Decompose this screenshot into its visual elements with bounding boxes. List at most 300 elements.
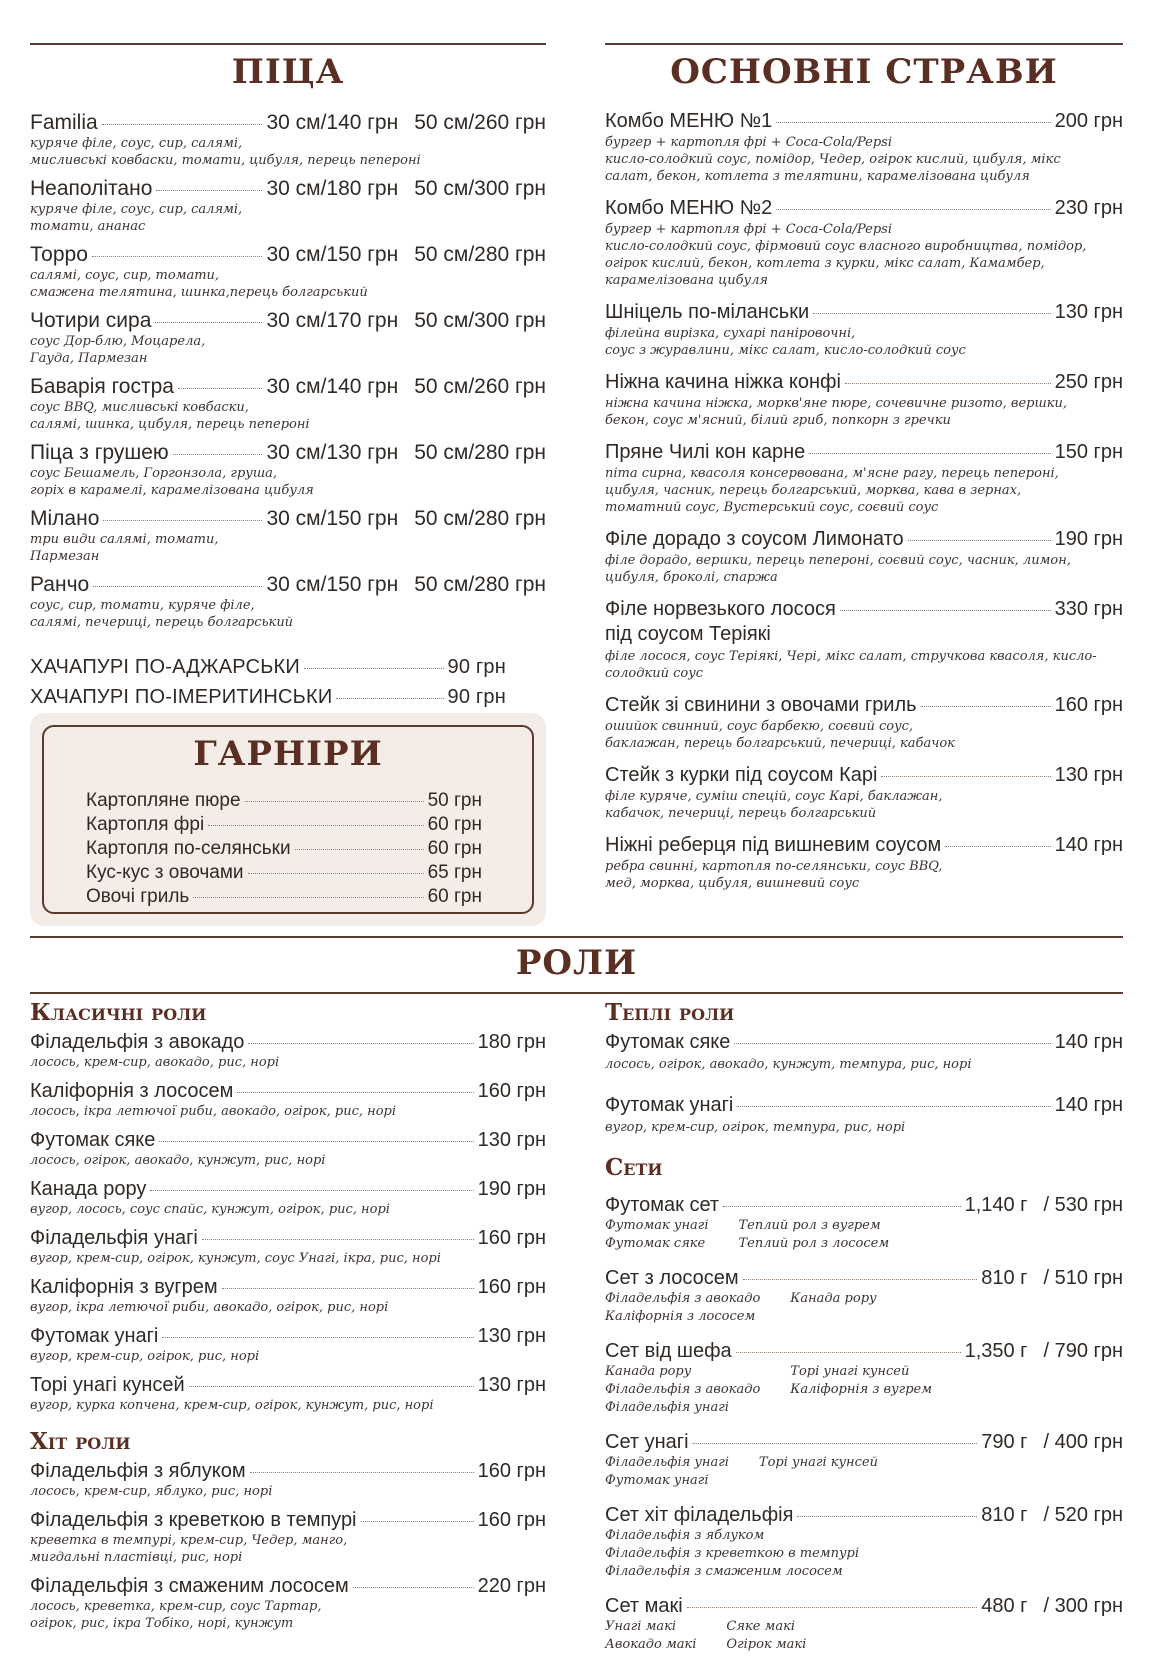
pizza-title: ПІЦА [231,52,345,92]
item-name: Філе норвезького лосося [605,598,836,620]
item-name: Канада рору [30,1178,147,1200]
item-price: 810 г [981,1267,1028,1289]
desc-line: кабачок, печериці, перець болгарський [605,806,877,821]
classic-rolls-title: Класичні роли [30,999,207,1026]
dot-leader [295,849,424,850]
main-item-row [605,440,1123,464]
garnish-frame [42,725,534,914]
dot-leader [797,1516,977,1517]
classic-roll-row [30,1226,546,1250]
desc-line: ребра свинні, картопля по-селянськи, соус BBQ, [605,859,943,874]
main-item-desc [605,465,1123,516]
desc-line: салямі, соус, сир, томати, [30,268,220,283]
item-price: 140 грн [1054,1031,1123,1053]
item-price: 160 грн [477,1509,546,1531]
desc-line: горіх в карамелі, карамелізована цибуля [30,483,314,498]
item-name: Футомак сяке [30,1129,156,1151]
item-name: Овочі гриль [86,886,190,907]
classic-roll-item [30,1226,546,1267]
classic-roll-row [30,1177,546,1201]
item-name: Мілано [30,507,100,530]
set-item-row [605,1503,1123,1527]
classic-roll-row [30,1079,546,1103]
dot-leader [945,846,1050,847]
dot-leader [304,668,444,669]
desc-line: філейна вирізка, сухарі паніровочні, [605,326,856,341]
item-price: 65 грн [427,862,482,883]
desc-line: креветка в темпурі, крем-сир, Чедер, манго, [30,1533,348,1548]
desc-line: ніжна качина ніжка, моркв'яне пюре, сочевичне ризото, вершки, [605,396,1068,411]
set-rolls-list [605,1217,889,1253]
pizza-item-row [30,111,546,135]
item-name: Комбо МЕНЮ №1 [605,110,773,132]
set-roll-name: Торі унагі кунсей [790,1364,910,1379]
pizza-item [30,375,546,433]
desc-line: салямі, шинка, цибуля, перець пепероні [30,417,310,432]
pizza-item-desc [30,399,546,433]
main-item-desc [605,325,1123,359]
desc-line: мед, морква, цибуля, вишневий соус [605,876,860,891]
item-name: Неаполітано [30,177,153,200]
hit-roll-row [30,1459,546,1483]
hit-roll-desc [30,1483,546,1500]
main-item-row [605,833,1123,857]
item-price: 160 грн [1054,694,1123,716]
set-item-row [605,1339,1123,1363]
set-rolls-list [605,1527,889,1581]
desc-line: соус Дор-блю, Моцарела, [30,334,206,349]
classic-roll-item [30,1079,546,1120]
rolls-right-column [605,1001,1123,1667]
dot-leader [202,1239,474,1240]
pizza-item-row [30,243,546,267]
classic-roll-row [30,1030,546,1054]
garnish-box [30,713,546,926]
garnish-item [86,789,482,813]
item-name: Футомак унагі [30,1325,159,1347]
item-price: 50 см/260 грн [414,375,546,398]
item-name: Футомак сет [605,1194,720,1216]
pizza-item-row [30,375,546,399]
set-roll-name: Філадельфія унагі [605,1455,729,1470]
set-roll-name: Філадельфія з авокадо [605,1291,761,1306]
warm-roll-item [605,1030,1123,1073]
set-roll-name: Сяке макі [726,1619,795,1634]
item-price: 790 г [981,1431,1028,1453]
dot-leader [93,586,262,587]
set-roll-name: Філадельфія з креветкою в темпурі [605,1546,859,1561]
item-price: 50 грн [427,790,482,811]
pizza-item-desc [30,135,546,169]
dot-leader [178,388,262,389]
classic-roll-desc: вугор, лосось, соус спайс, кунжут, огірок, рис, норі [30,1202,390,1217]
main-item [605,440,1123,516]
item-price: 810 г [981,1504,1028,1526]
set-item-row [605,1430,1123,1454]
hit-roll-item [30,1459,546,1500]
classic-roll-row [30,1373,546,1397]
main-item [605,109,1123,185]
item-name: Шніцель по-міланськи [605,301,810,323]
item-price: 160 грн [477,1460,546,1482]
dot-leader [687,1607,978,1608]
item-name: Сет макі [605,1595,683,1617]
pizza-item [30,243,546,301]
pizza-top-rule [30,43,546,45]
set-roll-name: Філадельфія унагі [605,1400,729,1415]
dot-leader [208,825,423,826]
item-name: Філадельфія з яблуком [30,1460,246,1482]
pizza-item-row [30,177,546,201]
item-name: Торі унагі кунсей [30,1374,185,1396]
set-roll-name: Футомак унагі [605,1473,709,1488]
main-item [605,370,1123,429]
item-price: 1,140 г [964,1194,1028,1216]
desc-line: піта сирна, квасоля консервована, м'ясне рагу, перець пепероні, [605,466,1059,481]
pizza-section [30,43,546,745]
dot-leader [361,1521,474,1522]
set-item [605,1266,1123,1326]
set-rolls-list [605,1454,878,1490]
main-item-desc [605,718,1123,752]
hit-roll-item [30,1574,546,1632]
pizza-item [30,507,546,565]
item-name: Каліфорнія з лососем [30,1080,234,1102]
desc-line: томатний соус, Вустерський соус, соєвий соус [605,500,939,515]
desc-line: карамелізована цибуля [605,273,768,288]
desc-line: солодкий соус [605,666,704,681]
item-name: Філадельфія з креветкою в темпурі [30,1509,357,1531]
item-price: 50 см/280 грн [414,573,546,596]
item-price: 1,350 г [964,1340,1028,1362]
desc-line: цибуля, броколі, спаржа [605,570,778,585]
classic-roll-desc: лосось, крем-сир, авокадо, рис, норі [30,1055,280,1070]
item-price: 130 грн [1054,301,1123,323]
set-roll-name [759,1472,878,1490]
main-item-desc [605,858,1123,892]
warm-roll-desc: вугор, крем-сир, огірок, темпура, рис, норі [605,1120,906,1135]
desc-line: лосось, креветка, крем-сир, соус Тартар, [30,1599,322,1614]
desc-line: томати, ананас [30,219,146,234]
set-item [605,1430,1123,1490]
pizza-item-desc [30,597,546,631]
item-price: 190 грн [477,1178,546,1200]
dot-leader [734,1043,1050,1044]
item-name: ХАЧАПУРІ ПО-ІМЕРИТИНСЬКИ [30,686,333,708]
desc-line: соус BBQ, мисливські ковбаски, [30,400,249,415]
item-price: 60 грн [427,886,482,907]
warm-roll-desc: лосось, огірок, авокадо, кунжут, темпура, рис, норі [605,1057,972,1072]
item-price: 150 грн [1054,441,1123,463]
set-roll-name: Філадельфія з яблуком [605,1528,765,1543]
classic-roll-row [30,1324,546,1348]
item-price: 230 грн [1054,197,1123,219]
main-title: ОСНОВНІ СТРАВИ [670,52,1058,92]
desc-line: мисливські ковбаски, томати, цибуля, перець пепероні [30,153,421,168]
item-name: ХАЧАПУРІ ПО-АДЖАРСЬКИ [30,656,300,678]
set-roll-name: Теплий рол з вугрем [738,1218,881,1233]
main-item [605,597,1123,682]
item-name: Ранчо [30,573,90,596]
desc-line: мигдальні пластівці, рис, норі [30,1550,243,1565]
garnish-list [86,789,482,909]
set-item [605,1503,1123,1581]
desc-line: соус Бешамель, Горгонзола, груша, [30,466,278,481]
dot-leader [245,801,424,802]
item-price: 60 грн [427,838,482,859]
item-name: Чотири сира [30,309,152,332]
hit-roll-desc [30,1532,546,1566]
classic-roll-desc: вугор, крем-сир, огірок, кунжут, соус Унагі, ікра, рис, норі [30,1251,441,1266]
item-name: Стейк з курки під соусом Карі [605,764,878,786]
classic-roll-desc: вугор, курка копчена, крем-сир, огірок, кунжут, рис, норі [30,1398,434,1413]
item-price: 30 см/170 грн [266,309,399,332]
dot-leader [723,1206,961,1207]
pizza-item [30,111,546,169]
garnish-item [86,813,482,837]
classic-roll-desc: лосось, огірок, авокадо, кунжут, рис, норі [30,1153,326,1168]
desc-line: соус з журавлини, мікс салат, кисло-солодкий соус [605,343,966,358]
desc-line: салат, бекон, котлета з телятини, карамелізована цибуля [605,169,1030,184]
item-price: 50 см/280 грн [414,507,546,530]
dot-leader [845,383,1051,384]
desc-line: філе куряче, суміш спецій, соус Карі, баклажан, [605,789,943,804]
item-price: 330 грн [1054,598,1123,620]
item-name: Ніжні реберця під вишневим соусом [605,834,942,856]
pizza-item-desc [30,267,546,301]
set-item-row [605,1193,1123,1217]
set-item [605,1193,1123,1253]
main-item-desc [605,221,1123,289]
item-name: Картопля фрі [86,814,205,835]
dot-leader [776,122,1050,123]
item-price: 30 см/150 грн [266,507,399,530]
set-roll-name: Авокадо макі [605,1637,697,1652]
item-price: / 520 грн [1043,1504,1123,1526]
pizza-item-row [30,573,546,597]
set-roll-name: Канада рору [605,1364,692,1379]
dot-leader [173,454,263,455]
item-name-line2: під соусом Теріякі [605,623,771,645]
pizza-item [30,177,546,235]
pizza-item-desc [30,465,546,499]
rolls-title: РОЛИ [515,943,638,983]
desc-line: огірок кислий, бекон, котлета з курки, мікс салат, Камамбер, [605,256,1045,271]
item-price: 90 грн [447,656,506,678]
set-roll-name: Торі унагі кунсей [758,1455,878,1470]
warm-rolls-list [605,1030,1123,1136]
dot-leader [743,1279,978,1280]
main-list [605,109,1123,892]
item-price: 50 см/300 грн [414,177,546,200]
set-item [605,1594,1123,1654]
dot-leader [159,1141,473,1142]
item-name: Філадельфія з авокадо [30,1031,245,1053]
item-price: 130 грн [477,1129,546,1151]
item-price: 160 грн [477,1080,546,1102]
garnish-item [86,861,482,885]
desc-line: Пармезан [30,549,100,564]
desc-line: огірок, рис, ікра Тобіко, норі, кунжут [30,1616,294,1631]
main-item-row [605,527,1123,551]
item-name: Філадельфія з смаженим лососем [30,1575,349,1597]
dot-leader [693,1443,978,1444]
item-price: 160 грн [477,1227,546,1249]
item-price: / 400 грн [1043,1431,1123,1453]
item-name: Піца з грушею [30,441,169,464]
desc-line: баклажан, перець болгарський, печериці, кабачок [605,736,955,751]
item-price: 190 грн [1054,528,1123,550]
item-name: Футомак унагі [605,1094,734,1116]
desc-line: три види салямі, томати, [30,532,219,547]
warm-rolls-title: Теплі роли [605,999,735,1026]
rolls-left-column [30,1001,546,1640]
desc-line: бургер + картопля фрі + Coca-Cola/Pepsi [605,222,892,237]
item-name: Філе дорадо з соусом Лимонато [605,528,904,550]
item-name: Сет з лососем [605,1267,739,1289]
dot-leader [813,313,1050,314]
dot-leader [736,1352,961,1353]
item-price: 140 грн [1054,1094,1123,1116]
item-name: Пряне Чилі кон карне [605,441,806,463]
set-roll-name: Футомак сяке [605,1236,706,1251]
item-price: 130 грн [1054,764,1123,786]
main-item-row [605,763,1123,787]
item-price: 90 грн [447,686,506,708]
desc-line: філе дорадо, вершки, перець пепероні, соєвий соус, часник, лимон, [605,553,1071,568]
warm-roll-row [605,1030,1123,1054]
main-item [605,196,1123,289]
dot-leader [103,520,262,521]
item-price: 50 см/280 грн [414,441,546,464]
main-item-row [605,300,1123,324]
dot-leader [809,453,1050,454]
pizza-item-row [30,309,546,333]
set-roll-name: Каліфорнія з вугрем [790,1382,933,1397]
main-item [605,300,1123,359]
set-roll-name: Огірок макі [726,1637,807,1652]
sets-title: Сети [605,1154,663,1181]
item-name: Сет унагі [605,1431,689,1453]
set-rolls-list [605,1363,932,1417]
set-item-row [605,1266,1123,1290]
item-price: 50 см/300 грн [414,309,546,332]
set-rolls-list [605,1618,806,1654]
main-item-desc [605,648,1123,682]
set-roll-name: Філадельфія з смаженим лососем [605,1564,843,1579]
garnish-item [86,885,482,909]
set-item-row [605,1594,1123,1618]
hit-roll-item [30,1508,546,1566]
dot-leader [840,610,1051,611]
dot-leader [737,1106,1050,1107]
dot-leader [193,897,423,898]
item-name: Картопляне пюре [86,790,241,811]
desc-line: філе лосося, соус Теріякі, Чері, мікс салат, стручкова квасоля, кисло- [605,649,1097,664]
main-item [605,833,1123,892]
item-name: Сет від шефа [605,1340,732,1362]
warm-roll-row [605,1093,1123,1117]
dot-leader [162,1337,473,1338]
dot-leader [237,1092,473,1093]
desc-line: цибуля, часник, перець болгарський, морква, кава в зернах, [605,483,1022,498]
item-price: 180 грн [477,1031,546,1053]
main-item-row [605,109,1123,133]
item-price: / 530 грн [1043,1194,1123,1216]
pizza-item [30,573,546,631]
classic-roll-desc: лосось, ікра летючої риби, авокадо, огірок, рис, норі [30,1104,396,1119]
set-rolls-list [605,1290,877,1326]
main-top-rule [605,43,1123,45]
main-item-desc [605,395,1123,429]
desc-line: куряче філе, соус, сир, салямі, [30,136,243,151]
desc-line: бургер + картопля фрі + Coca-Cola/Pepsi [605,135,892,150]
classic-roll-item [30,1324,546,1365]
item-price: 250 грн [1054,371,1123,393]
dot-leader [921,706,1051,707]
dot-leader [102,124,263,125]
pizza-item-desc [30,201,546,235]
desc-line: ошийок свинний, соус барбекю, соєвий соус, [605,719,914,734]
item-price: 30 см/130 грн [266,441,399,464]
main-item-desc [605,552,1123,586]
item-price: 130 грн [477,1374,546,1396]
item-name: Філадельфія унагі [30,1227,198,1249]
main-item-desc [605,134,1123,185]
item-price: 220 грн [477,1575,546,1597]
desc-line: соус, сир, томати, куряче філе, [30,598,255,613]
desc-line: лосось, крем-сир, яблуко, рис, норі [30,1484,273,1499]
item-price: 480 г [981,1595,1028,1617]
classic-roll-item [30,1373,546,1414]
set-roll-name [790,1308,876,1326]
dot-leader [156,190,262,191]
dot-leader [336,698,443,699]
classic-roll-desc: вугор, ікра летючої риби, авокадо, огірок, рис, норі [30,1300,389,1315]
classic-roll-item [30,1128,546,1169]
item-name: Футомак сяке [605,1031,731,1053]
desc-line: кисло-солодкий соус, фірмовий соус власного виробництва, помідор, [605,239,1087,254]
main-item-row [605,693,1123,717]
pizza-item-row [30,441,546,465]
classic-roll-item [30,1275,546,1316]
item-name: Картопля по-селянськи [86,838,291,859]
hit-roll-row [30,1508,546,1532]
set-roll-name [790,1399,932,1417]
dot-leader [155,322,262,323]
item-name: Сет хіт філадельфія [605,1504,794,1526]
item-name: Баварія гостра [30,375,174,398]
main-item-row [605,196,1123,220]
item-name: Кус-кус з овочами [86,862,244,883]
classic-rolls-list [30,1030,546,1414]
desc-line: смажена телятина, шинка,перець болгарський [30,285,368,300]
item-price: 30 см/180 грн [266,177,399,200]
item-name: Стейк зі свинини з овочами гриль [605,694,917,716]
desc-line: бекон, соус м'ясний, білий гриб, попкорн з гречки [605,413,951,428]
sets-list [605,1193,1123,1654]
item-name: Торро [30,243,88,266]
item-name: Каліфорнія з вугрем [30,1276,218,1298]
set-roll-name: Каліфорнія з лососем [605,1309,756,1324]
hit-rolls-list [30,1459,546,1632]
pizza-item-desc [30,333,546,367]
dot-leader [908,540,1051,541]
set-roll-name: Філадельфія з авокадо [605,1382,761,1397]
rolls-header [30,936,1123,994]
main-item [605,693,1123,752]
desc-line: кисло-солодкий соус, помідор, Чедер, огірок кислий, цибуля, мікс [605,152,1061,167]
